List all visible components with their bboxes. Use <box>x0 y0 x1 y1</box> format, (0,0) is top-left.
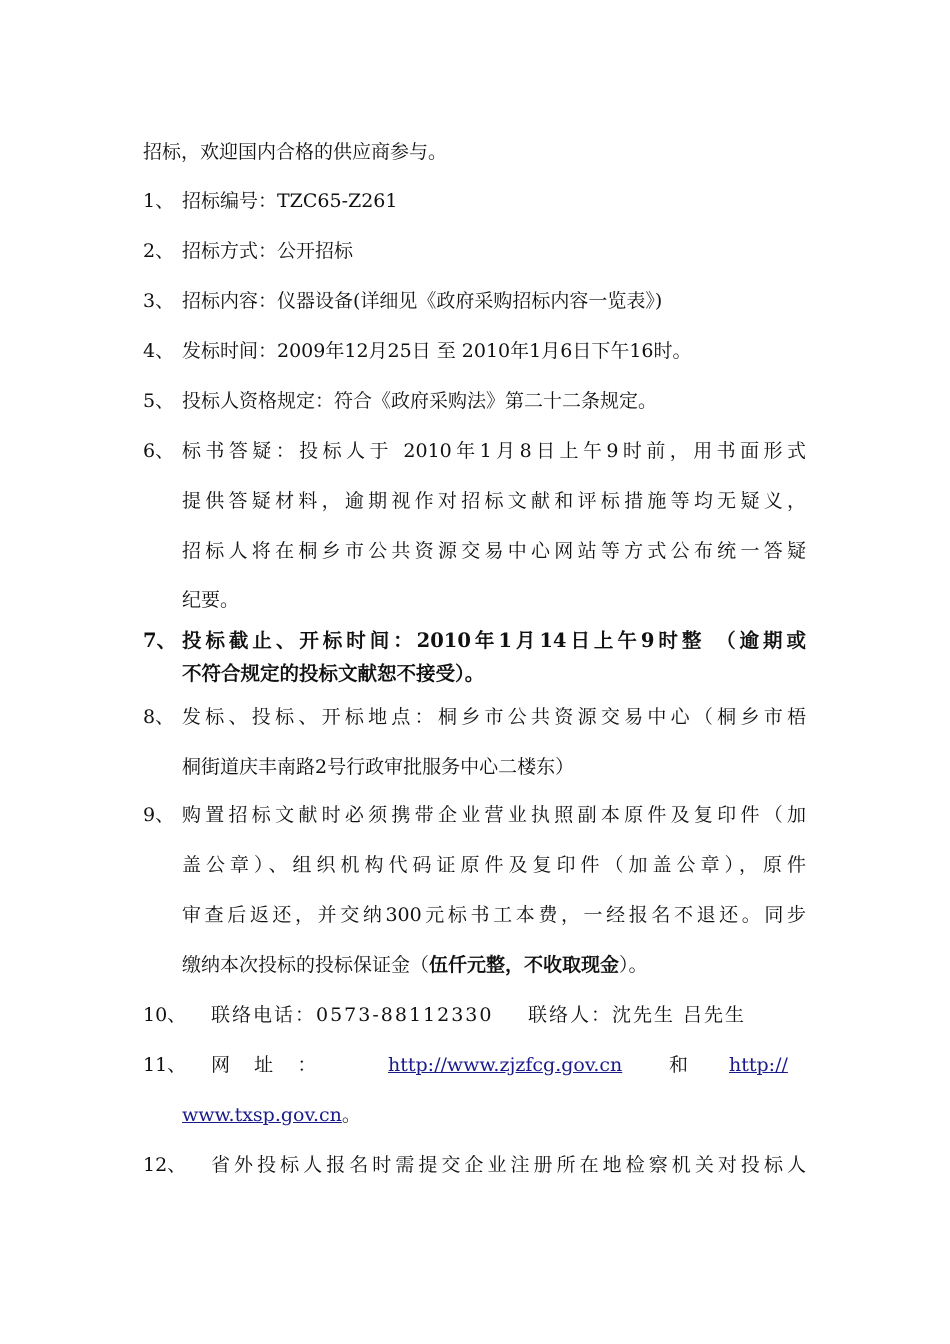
and-text: 和 <box>669 1054 689 1076</box>
line-text: 发标、投标、开标地点：桐乡市公共资源交易中心（桐乡市梧 <box>182 706 806 728</box>
contact-text: 联络人：沈先生 吕先生 <box>528 1004 747 1026</box>
line-text <box>182 951 806 979</box>
item-number: 4、 <box>143 340 175 362</box>
item-number: 11、 <box>143 1054 187 1076</box>
line-text: 标书答疑：投标人于 2010年1月8日上午9时前，用书面形式 <box>182 440 806 462</box>
line-text: 购置招标文献时必须携带企业营业执照副本原件及复印件（加 <box>182 804 806 826</box>
paragraph-line <box>0 1101 950 1129</box>
phone-text: 联络电话：0573-88112330 <box>211 1004 494 1026</box>
line-text: 审查后返还，并交纳300元标书工本费，一经报名不退还。同步 <box>182 904 806 926</box>
line-text: 招标内容：仪器设备(详细见《政府采购招标内容一览表》) <box>182 290 663 312</box>
text-normal: ）。 <box>619 954 648 976</box>
paragraph-line <box>0 586 950 614</box>
line-text: 招标编号：TZC65-Z261 <box>182 190 398 212</box>
list-item-12 <box>0 1151 950 1179</box>
item-number: 2、 <box>143 240 175 262</box>
list-item-9 <box>0 801 950 829</box>
item-number: 7、 <box>143 629 177 652</box>
paragraph-line <box>0 537 950 565</box>
item-number: 3、 <box>143 290 175 312</box>
line-text <box>182 1101 806 1129</box>
item-number: 8、 <box>143 706 175 728</box>
line-text: 省外投标人报名时需提交企业注册所在地检察机关对投标人 <box>211 1154 806 1176</box>
line-text: 投标截止、开标时间：2010年1月14日上午9时整 （逾期或 <box>182 629 806 652</box>
list-item-6 <box>0 437 950 465</box>
line-text: 提供答疑材料，逾期视作对招标文献和评标措施等均无疑义， <box>182 490 806 512</box>
website-link-2[interactable]: http:// <box>729 1054 788 1076</box>
line-text: 不符合规定的投标文献恕不接受）。 <box>182 662 485 685</box>
line-text: 发标时间：2009年12月25日 至 2010年1月6日下午16时。 <box>182 340 692 362</box>
line-text: 纪要。 <box>182 589 240 611</box>
list-item-2 <box>0 237 950 265</box>
paragraph-line <box>0 753 950 781</box>
list-item-3 <box>0 287 950 315</box>
item-number: 12、 <box>143 1154 187 1176</box>
website-label: 网 址 ： <box>211 1054 317 1076</box>
list-item-11 <box>0 1051 950 1079</box>
line-text: 招标人将在桐乡市公共资源交易中心网站等方式公布统一答疑 <box>182 540 806 562</box>
text-normal: 。 <box>341 1104 361 1126</box>
item-number: 6、 <box>143 440 175 462</box>
line-text: 投标人资格规定：符合《政府采购法》第二十二条规定。 <box>182 390 658 412</box>
paragraph-line <box>0 901 950 929</box>
line-text: 盖公章）、组织机构代码证原件及复印件（加盖公章），原件 <box>182 854 806 876</box>
paragraph-line <box>0 851 950 879</box>
item-number: 5、 <box>143 390 175 412</box>
text-bold: 伍仟元整，不收取现金 <box>429 954 620 976</box>
list-item-8 <box>0 703 950 731</box>
website-link-1[interactable]: http://www.zjzfcg.gov.cn <box>388 1054 623 1076</box>
paragraph-line <box>0 487 950 515</box>
list-item-4 <box>0 337 950 365</box>
list-item-10 <box>0 1001 950 1029</box>
item-number: 10、 <box>143 1004 187 1026</box>
paragraph-line <box>0 951 950 979</box>
item-number: 9、 <box>143 804 175 826</box>
text-normal: 缴纳本次投标的投标保证金（ <box>182 954 430 976</box>
paragraph-line <box>0 660 950 688</box>
list-item-1 <box>0 187 950 215</box>
item-number: 1、 <box>143 190 175 212</box>
line-text: 招标，欢迎国内合格的供应商参与。 <box>143 141 448 163</box>
paragraph-line <box>0 138 950 166</box>
line-text: 桐街道庆丰南路2号行政审批服务中心二楼东） <box>182 756 575 778</box>
line-text: 招标方式：公开招标 <box>182 240 354 262</box>
list-item-7 <box>0 627 950 655</box>
list-item-5 <box>0 387 950 415</box>
website-link-3[interactable]: www.txsp.gov.cn <box>182 1104 342 1126</box>
